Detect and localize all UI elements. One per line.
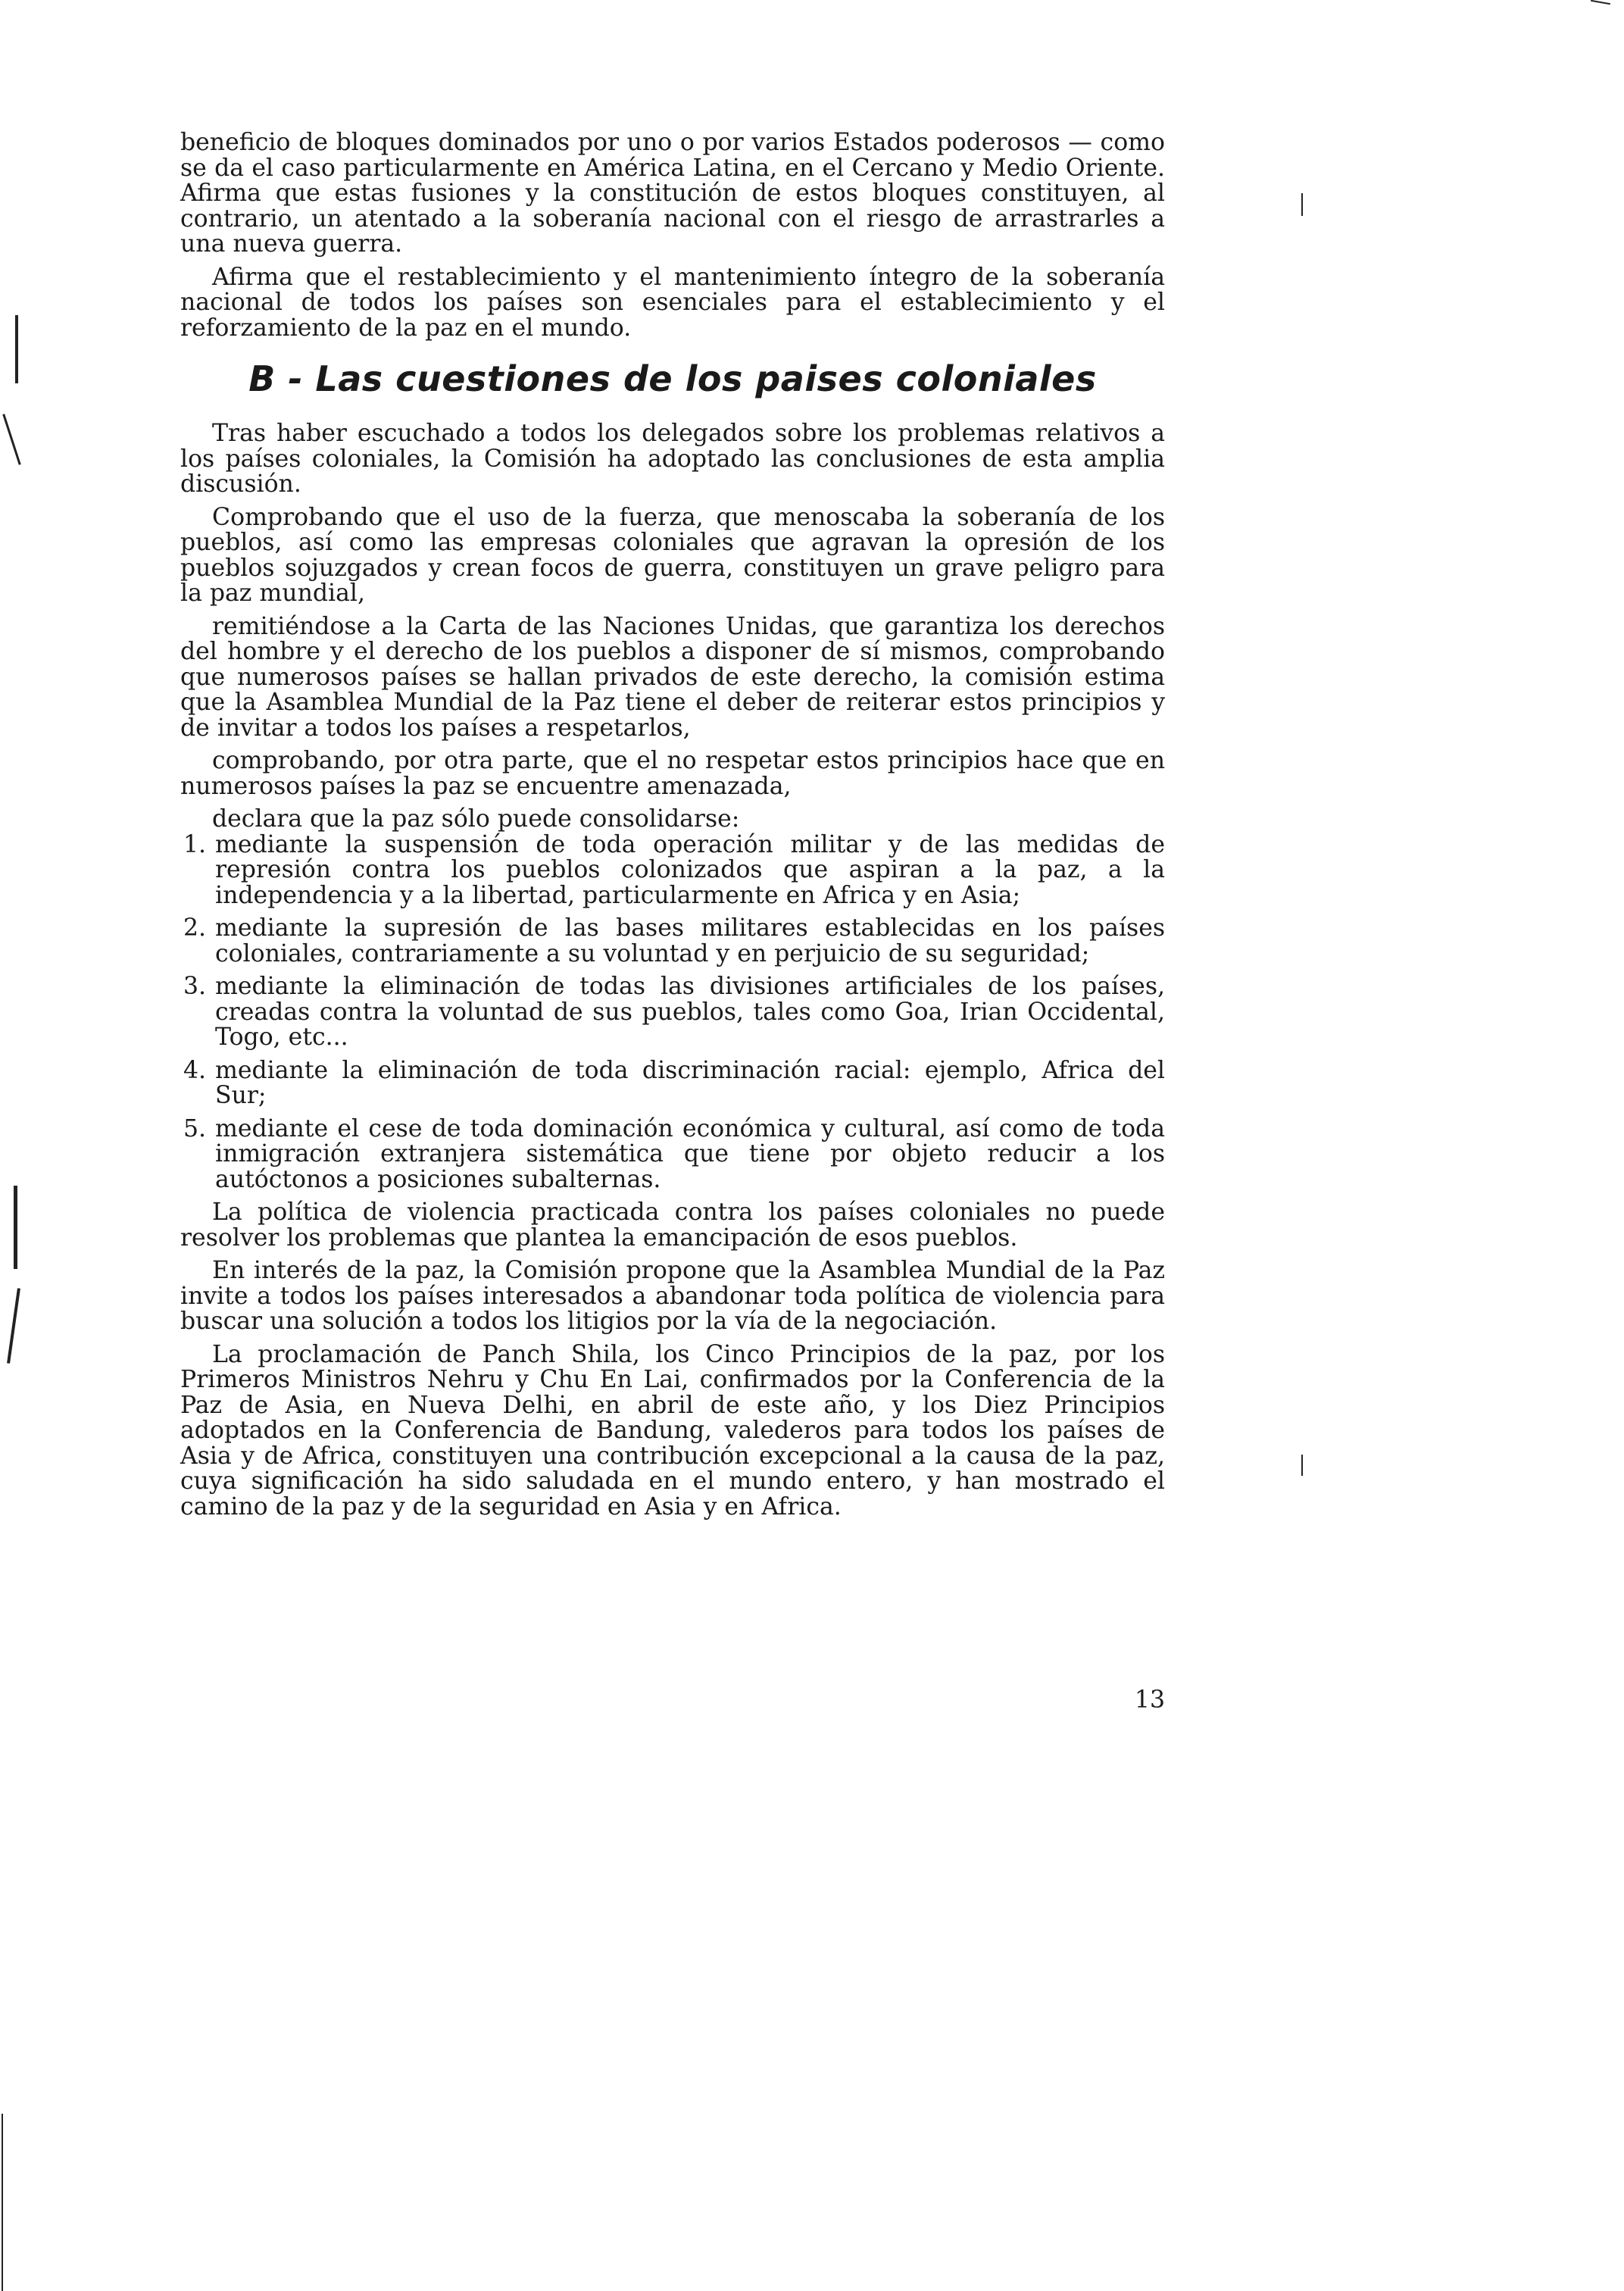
paragraph: beneficio de bloques dominados por uno o por varios Estados poderosos — como se da el caso particularmente en América Latina, en el Cercano y Medio Oriente. Afirma que estas fusiones y la constitución de estos bloques constituyen, al contrario, un atentado a la soberanía nacional con el riesgo de arrastrarles a una nueva guerra.: [180, 129, 1165, 258]
list-item: [180, 1058, 1165, 1109]
list-number: 5.: [183, 1114, 207, 1142]
paragraph: Comprobando que el uso de la fuerza, que menoscaba la soberanía de los pueblos, así como las empresas coloniales que agravan la opresión de los pueblos sojuzgados y crean focos de guerra, constituyen un grave peligro para la paz mundial,: [180, 503, 1165, 607]
list-text: mediante el cese de toda dominación económica y cultural, así como de toda inmigración extranjera sistemática que tiene por objeto reducir a los autóctonos a posiciones subalternas.: [215, 1114, 1165, 1193]
paragraph: comprobando, por otra parte, que el no respetar estos principios hace que en numerosos países la paz se encuentre amenazada,: [180, 747, 1165, 800]
list-number: 2.: [183, 914, 207, 942]
page-body: [180, 130, 1165, 1527]
list-number: 4.: [183, 1056, 207, 1084]
list-number: 1.: [183, 830, 207, 858]
scan-mark: [14, 1186, 17, 1269]
paragraph: Tras haber escuchado a todos los delegados sobre los problemas relativos a los países coloniales, la Comisión ha adoptado las conclusiones de esta amplia discusión.: [180, 420, 1165, 498]
list-text: mediante la eliminación de todas las divisiones artificiales de los países, creadas contra la voluntad de sus pueblos, tales como Goa, Irian Occidental, Togo, etc...: [215, 973, 1165, 1051]
page-number: 13: [1134, 1686, 1165, 1714]
paragraph: En interés de la paz, la Comisión propone que la Asamblea Mundial de la Paz invite a todos los países interesados a abandonar toda política de violencia para buscar una solución a todos los litigios por la vía de la negociación.: [180, 1257, 1165, 1335]
paragraph: declara que la paz sólo puede consolidarse:: [212, 805, 740, 833]
list-text: mediante la suspensión de toda operación militar y de las medidas de represión contra los pueblos colonizados que aspiran a la paz, a la independencia y a la libertad, particularmente en Africa y en Asia;: [215, 830, 1165, 909]
paragraph: La política de violencia practicada contra los países coloniales no puede resolver los problemas que plantea la emancipación de esos pueblos.: [180, 1199, 1165, 1252]
list-item: [180, 974, 1165, 1051]
scan-mark: [2, 2114, 3, 2291]
paragraph: La proclamación de Panch Shila, los Cinco Principios de la paz, por los Primeros Ministros Nehru y Chu En Lai, confirmados por la Conferencia de la Paz de Asia, en Nueva Delhi, en abril de este año, y los Diez Principios adoptados en la Conferencia de Bandung, valederos para todos los países de Asia y de Africa, constituyen una contribución excepcional a la causa de la paz, cuya significación ha sido saludada en el mundo entero, y han mostrado el camino de la paz y de la seguridad en Asia y en Africa.: [180, 1340, 1165, 1521]
scan-mark: [2, 414, 20, 465]
section-heading: B - Las cuestiones de los paises coloniales: [248, 358, 1097, 399]
list-item: [180, 916, 1165, 967]
list-item: [180, 830, 1165, 909]
paragraph: Afirma que el restablecimiento y el mantenimiento íntegro de la soberanía nacional de todos los países son esenciales para el establecimiento y el reforzamiento de la paz en el mundo.: [180, 263, 1165, 342]
scan-mark: [7, 1288, 20, 1364]
scan-mark: [1301, 193, 1303, 216]
scan-mark: [1591, 0, 1610, 5]
scan-mark: [15, 315, 18, 383]
list-number: 3.: [183, 973, 207, 1000]
scan-mark: [1301, 1455, 1303, 1476]
list-item: [180, 1114, 1165, 1193]
paragraph: remitiéndose a la Carta de las Naciones Unidas, que garantiza los derechos del hombre y el derecho de los pueblos a disponer de sí mismos, comprobando que numerosos países se hallan privados de este derecho, la comisión estima que la Asamblea Mundial de la Paz tiene el deber de reiterar estos principios y de invitar a todos los países a respetarlos,: [180, 612, 1165, 742]
list-text: mediante la eliminación de toda discriminación racial: ejemplo, Africa del Sur;: [215, 1056, 1165, 1109]
list-text: mediante la supresión de las bases militares establecidas en los países coloniales, contrariamente a su voluntad y en perjuicio de su seguridad;: [215, 914, 1165, 967]
numbered-list: [180, 830, 1165, 1193]
